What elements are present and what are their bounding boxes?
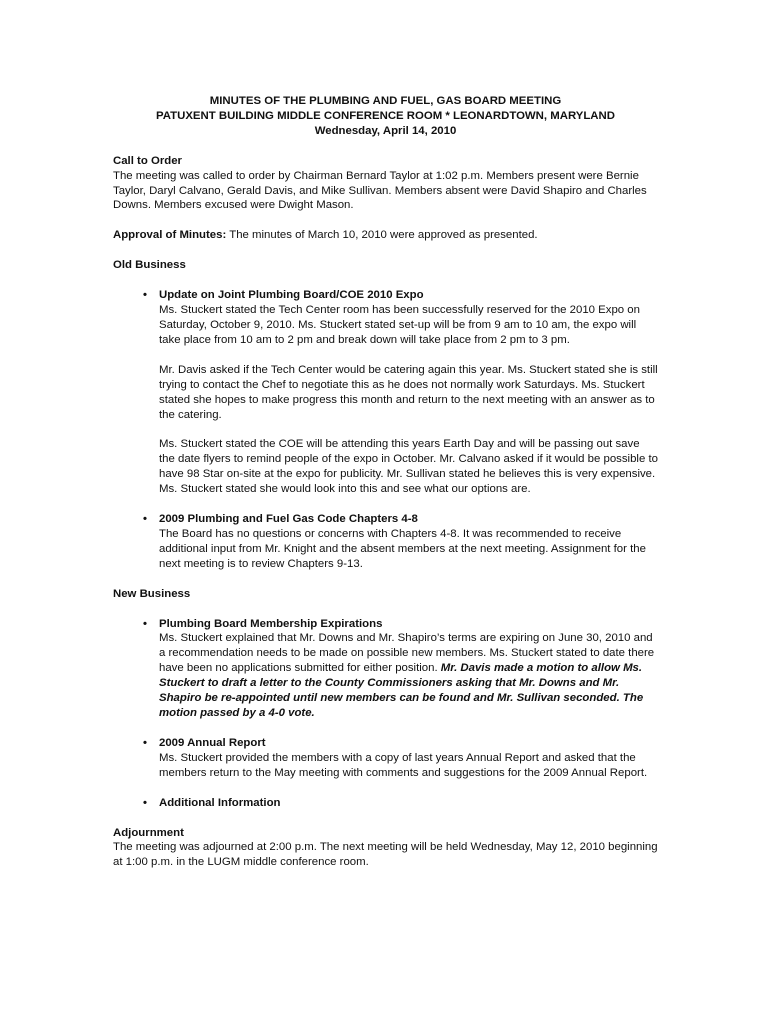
meeting-location: PATUXENT BUILDING MIDDLE CONFERENCE ROOM * LEONARDTOWN, MARYLAND bbox=[156, 109, 615, 122]
list-item bbox=[113, 512, 658, 572]
new-business-heading: New Business bbox=[113, 587, 191, 600]
bullet-icon: • bbox=[143, 736, 147, 749]
item-title: Plumbing Board Membership Expirations bbox=[159, 617, 383, 630]
item-paragraph: The Board has no questions or concerns with Chapters 4-8. It was recommended to receive additional input from Mr. Knight and the absent members at the next meeting. Assignment for the next meeting is to review Chapters 9-13. bbox=[159, 527, 646, 570]
item-paragraph: Ms. Stuckert provided the members with a copy of last years Annual Report and asked that the members return to the May meeting with comments and suggestions for the 2009 Annual Report. bbox=[159, 751, 648, 779]
document-header bbox=[107, 94, 664, 139]
item-title: 2009 Annual Report bbox=[159, 736, 266, 749]
list-item bbox=[113, 796, 658, 811]
list-item bbox=[113, 288, 658, 497]
bullet-icon: • bbox=[143, 617, 147, 630]
minutes-page bbox=[113, 94, 658, 870]
item-title: Additional Information bbox=[159, 796, 281, 809]
list-item bbox=[113, 617, 658, 721]
call-to-order-text: The meeting was called to order by Chairman Bernard Taylor at 1:02 p.m. Members present were Bernie Taylor, Daryl Calvano, Gerald Davis, and Mike Sullivan. Members absent were David Shapiro and Charles Downs. Members excused were Dwight Mason. bbox=[113, 169, 647, 212]
new-business-list bbox=[113, 617, 658, 811]
item-title: Update on Joint Plumbing Board/COE 2010 Expo bbox=[159, 289, 424, 302]
item-paragraph: Mr. Davis asked if the Tech Center would be catering again this year. Ms. Stuckert stated she is still trying to contact the Chef to negotiate this as he does not normally work Saturdays. Ms. Stuckert stated she hopes to make progress this month and return to the next meeting with an answer as to the catering. bbox=[159, 363, 658, 421]
approval-label: Approval of Minutes: bbox=[113, 229, 227, 242]
item-paragraph: Ms. Stuckert stated the COE will be attending this years Earth Day and will be passing out save the date flyers to remind people of the expo in October. Mr. Calvano asked if it would be possible to have 98 Star on-site at the expo for publicity. Mr. Sullivan stated he believes this is very expensive. Ms. Stuckert stated she would look into this and see what our options are. bbox=[159, 438, 658, 496]
item-text: Ms. Stuckert explained that Mr. Downs and Mr. Shapiro’s terms are expiring on June 30, 2010 and a recommendation needs to be made on possible new members. Ms. Stuckert stated to date there have been no applications submitted for either position. bbox=[159, 632, 655, 675]
old-business-list bbox=[113, 288, 658, 572]
meeting-date: Wednesday, April 14, 2010 bbox=[314, 124, 457, 137]
call-to-order-section bbox=[113, 154, 658, 214]
old-business-section bbox=[113, 258, 658, 571]
item-paragraph: Ms. Stuckert stated the Tech Center room has been successfully reserved for the 2010 Expo on Saturday, October 9, 2010. Ms. Stuckert stated set-up will be from 9 am to 10 am, the expo will take place from 10 am to 2 pm and break down will take place from 2 pm to 3 pm. bbox=[159, 304, 640, 346]
bullet-icon: • bbox=[143, 289, 147, 302]
item-paragraph bbox=[159, 631, 658, 720]
approval-section bbox=[113, 228, 658, 243]
motion-text: Mr. Davis made a motion to allow Ms. Stuckert to draft a letter to the County Commissioners asking that Mr. Downs and Mr. Shapiro be re-appointed until new members can be found and Mr. Sullivan seconded. The motion passed by a 4-0 vote. bbox=[159, 662, 644, 719]
old-business-heading: Old Business bbox=[113, 259, 186, 272]
bullet-icon: • bbox=[143, 796, 147, 809]
adjournment-text: The meeting was adjourned at 2:00 p.m. The next meeting will be held Wednesday, May 12, 2010 beginning at 1:00 p.m. in the LUGM middle conference room. bbox=[113, 841, 658, 869]
adjournment-heading: Adjournment bbox=[113, 826, 184, 839]
call-to-order-heading: Call to Order bbox=[113, 154, 182, 167]
bullet-icon: • bbox=[143, 513, 147, 526]
adjournment-section bbox=[113, 826, 658, 871]
list-item bbox=[113, 736, 658, 781]
item-title: 2009 Plumbing and Fuel Gas Code Chapters 4-8 bbox=[159, 513, 418, 526]
document-title: MINUTES OF THE PLUMBING AND FUEL, GAS BOARD MEETING bbox=[209, 95, 562, 107]
approval-text: The minutes of March 10, 2010 were approved as presented. bbox=[226, 229, 538, 242]
new-business-section bbox=[113, 587, 658, 811]
